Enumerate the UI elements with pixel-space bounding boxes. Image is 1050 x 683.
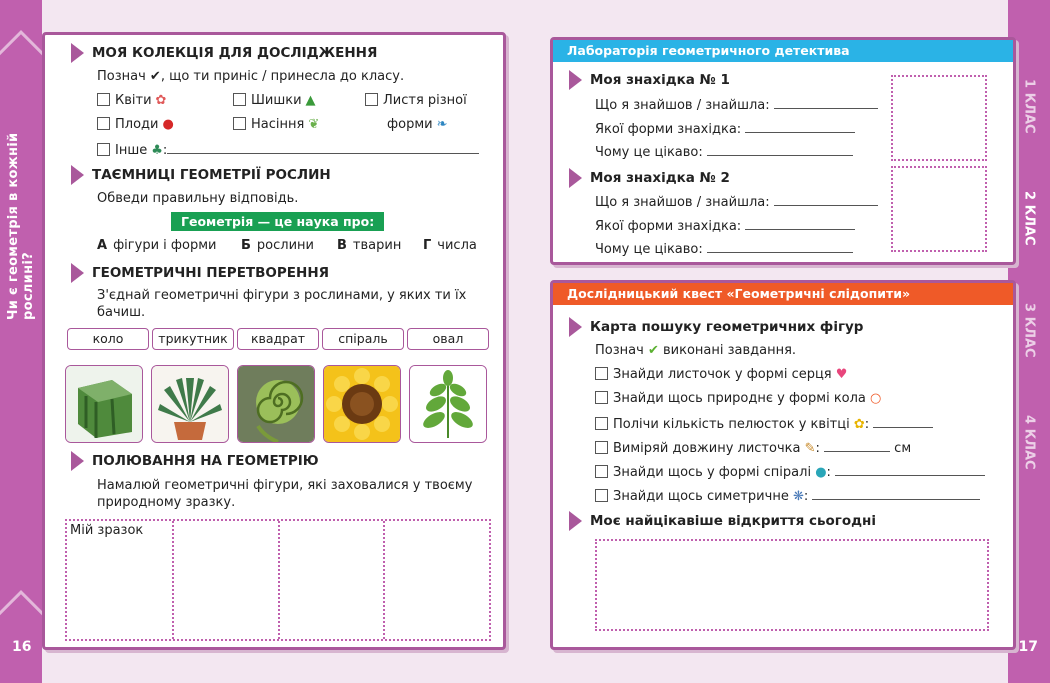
page-number-right: 17 bbox=[1018, 639, 1038, 655]
task-spiral[interactable]: Знайди щось у формі спіралі ●: bbox=[595, 463, 985, 480]
word-triangle[interactable]: трикутник bbox=[152, 328, 234, 350]
lab-header: Лабораторія геометричного детектива bbox=[553, 40, 1013, 62]
photo-leaf[interactable] bbox=[409, 365, 487, 443]
find-1-drawing-box[interactable] bbox=[891, 75, 987, 161]
option-a[interactable]: А фігури і форми bbox=[97, 238, 217, 253]
quest-header: Дослідницький квест «Геометричні слідопити» bbox=[553, 283, 1013, 305]
option-v[interactable]: В тварин bbox=[337, 238, 402, 253]
map-title: Карта пошуку геометричних фігур bbox=[569, 317, 863, 337]
word-circle[interactable]: коло bbox=[67, 328, 149, 350]
word-oval[interactable]: овал bbox=[407, 328, 489, 350]
item-seeds[interactable]: Насіння ❦ bbox=[233, 117, 319, 132]
task-heart-leaf[interactable]: Знайди листочок у формі серця ♥ bbox=[595, 367, 847, 382]
find-2-q3[interactable]: Чому це цікаво: bbox=[595, 240, 853, 257]
secrets-instruction: Обведи правильну відповідь. bbox=[97, 191, 299, 206]
grade-tab-4[interactable]: 4 КЛАС bbox=[1021, 414, 1037, 470]
secrets-title: ТАЄМНИЦІ ГЕОМЕТРІЇ РОСЛИН bbox=[71, 165, 331, 185]
task-petals[interactable]: Полічи кількість пелюсток у квітці ✿: bbox=[595, 415, 933, 432]
photo-fern-spiral[interactable] bbox=[237, 365, 315, 443]
left-spine bbox=[0, 0, 42, 683]
option-b[interactable]: Б рослини bbox=[241, 238, 314, 253]
item-leaves[interactable]: Листя різної bbox=[365, 93, 467, 108]
find-2-title: Моя знахідка № 2 bbox=[569, 168, 730, 188]
lab-panel bbox=[550, 37, 1016, 265]
item-cones[interactable]: Шишки ▲ bbox=[233, 93, 316, 108]
grade-tab-1[interactable]: 1 КЛАС bbox=[1021, 78, 1037, 134]
sample-drawing-grid[interactable] bbox=[65, 519, 491, 641]
find-2-q2[interactable]: Якої форми знахідка: bbox=[595, 217, 855, 234]
collection-instruction: Познач ✔, що ти приніс / принесла до класу. bbox=[97, 69, 405, 84]
photo-sunflower[interactable] bbox=[323, 365, 401, 443]
item-leaves-cont: форми ❧ bbox=[387, 117, 448, 132]
find-2-drawing-box[interactable] bbox=[891, 166, 987, 252]
quest-panel bbox=[550, 280, 1016, 650]
secrets-tag: Геометрія — це наука про: bbox=[171, 212, 384, 231]
sample-label: Мій зразок bbox=[70, 523, 144, 538]
find-1-q1[interactable]: Що я знайшов / знайшла: bbox=[595, 96, 878, 113]
collection-title: МОЯ КОЛЕКЦІЯ ДЛЯ ДОСЛІДЖЕННЯ bbox=[71, 43, 377, 63]
task-measure-leaf[interactable]: Виміряй довжину листочка ✎: см bbox=[595, 439, 911, 456]
hunt-instruction: Намалюй геометричні фігури, які заховалися у твоєму природному зразку. bbox=[97, 478, 473, 510]
photo-square-watermelon[interactable] bbox=[65, 365, 143, 443]
find-1-q3[interactable]: Чому це цікаво: bbox=[595, 143, 853, 160]
chevron-decoration bbox=[0, 30, 42, 50]
item-other[interactable]: Інше ♣: bbox=[97, 141, 479, 158]
vertical-title: Чи є геометрія в кожній рослині? bbox=[6, 132, 36, 320]
photo-aloe[interactable] bbox=[151, 365, 229, 443]
transform-title: ГЕОМЕТРИЧНІ ПЕРЕТВОРЕННЯ bbox=[71, 263, 329, 283]
left-page-panel bbox=[42, 32, 506, 650]
hunt-title: ПОЛЮВАННЯ НА ГЕОМЕТРІЮ bbox=[71, 451, 319, 471]
task-symmetric[interactable]: Знайди щось симетричне ❋: bbox=[595, 487, 980, 504]
option-g[interactable]: Г числа bbox=[423, 238, 477, 253]
item-fruits[interactable]: Плоди ● bbox=[97, 117, 174, 132]
word-square[interactable]: квадрат bbox=[237, 328, 319, 350]
word-spiral[interactable]: спіраль bbox=[322, 328, 404, 350]
discovery-drawing-box[interactable] bbox=[595, 539, 989, 631]
discovery-title: Моє найцікавіше відкриття сьогодні bbox=[569, 511, 876, 531]
task-circle[interactable]: Знайди щось природнє у формі кола ○ bbox=[595, 391, 881, 406]
find-2-q1[interactable]: Що я знайшов / знайшла: bbox=[595, 193, 878, 210]
transform-instruction: З'єднай геометричні фігури з рослинами, у яких ти їх бачиш. bbox=[97, 288, 467, 320]
grade-tab-2[interactable]: 2 КЛАС bbox=[1021, 190, 1037, 246]
chevron-decoration bbox=[0, 590, 42, 610]
grade-tab-3[interactable]: 3 КЛАС bbox=[1021, 302, 1037, 358]
page-number-left: 16 bbox=[12, 639, 32, 655]
item-flowers[interactable]: Квіти ✿ bbox=[97, 93, 166, 108]
find-1-title: Моя знахідка № 1 bbox=[569, 70, 730, 90]
quest-instruction: Познач ✔ виконані завдання. bbox=[595, 343, 797, 358]
find-1-q2[interactable]: Якої форми знахідка: bbox=[595, 120, 855, 137]
